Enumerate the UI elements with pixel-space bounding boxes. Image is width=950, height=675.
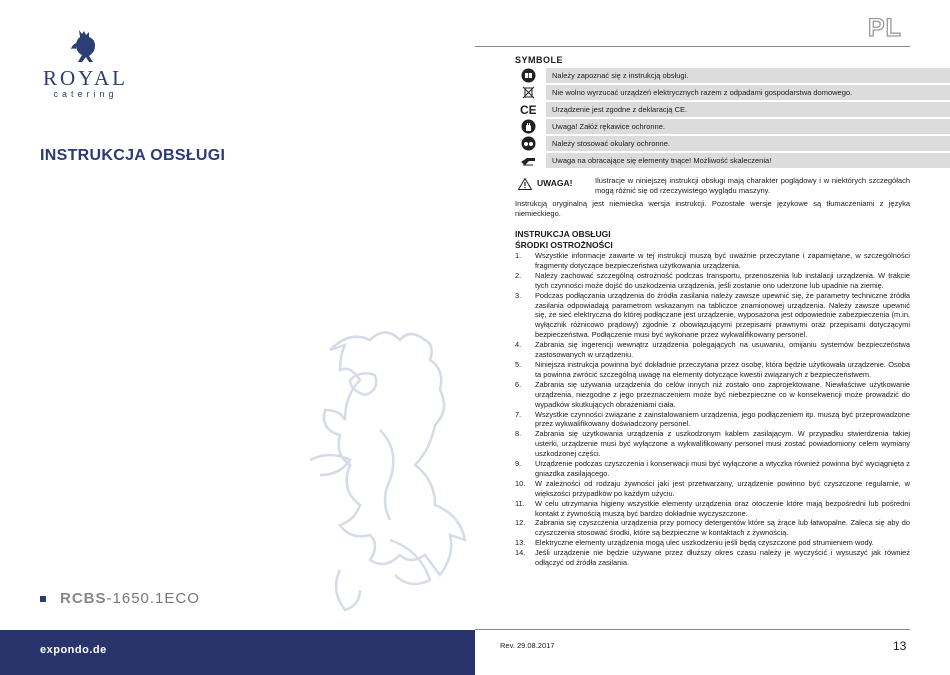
original-language-note: Instrukcją oryginalną jest niemiecka wersja instrukcji. Pozostałe wersje językowe są tłumaczeniami z języka niemieckiego. <box>515 199 910 218</box>
warning-triangle-icon <box>518 178 532 190</box>
ce-mark-icon <box>520 102 536 118</box>
lion-crest-icon <box>69 28 103 64</box>
item-number: 14. <box>515 548 526 558</box>
content-page <box>475 0 950 675</box>
read-manual-icon <box>520 68 536 84</box>
logo-word: ROYAL <box>42 66 128 90</box>
footer-bar <box>0 630 475 675</box>
symbols-title: SYMBOLE <box>515 55 564 65</box>
list-item <box>515 538 910 548</box>
item-number: 6. <box>515 379 522 389</box>
symbol-text: Urządzenie jest zgodne z deklaracją CE. <box>546 102 950 117</box>
item-text: Jeśli urządzenie nie będzie używane przez dłuższy okres czasu należy je wyczyścić i wysuszyć jak również odłączyć od źródła zasilania. <box>535 548 910 568</box>
lion-watermark-icon <box>290 320 490 630</box>
symbol-row-gloves <box>517 119 907 135</box>
bullet-square-icon <box>40 596 46 602</box>
item-number: 10. <box>515 478 526 488</box>
warning-label: UWAGA! <box>537 178 573 188</box>
document-title: INSTRUKCJA OBSŁUGI <box>40 147 226 164</box>
item-text: W celu utrzymania higieny wszystkie elementy urządzenia oraz otoczenie które mają bezpośredni lub pośredni kontakt z żywnością muszą być bardzo dokładnie wyczyszczone. <box>535 498 910 518</box>
symbol-row-manual <box>517 68 907 84</box>
logo-subtitle: catering <box>53 89 118 99</box>
model-suffix: -1650.1ECO <box>106 590 200 607</box>
section-subheading: ŚRODKI OSTROŻNOŚCI <box>515 240 613 250</box>
model-number <box>40 590 200 607</box>
symbol-text: Uwaga na obracające się elementy tnące! Możliwość skaleczenia! <box>546 153 950 168</box>
royal-catering-logo <box>38 28 133 99</box>
footer-url[interactable]: expondo.de <box>40 644 107 656</box>
list-item <box>515 340 910 360</box>
item-number: 13. <box>515 538 526 548</box>
list-item <box>515 360 910 380</box>
item-number: 9. <box>515 459 522 469</box>
warning-block <box>515 176 910 196</box>
list-item <box>515 271 910 291</box>
list-item <box>515 499 910 519</box>
item-text: Elektryczne elementy urządzenia mogą ulec uszkodzeniu jeśli będą czyszczone pod strumieniem wody. <box>535 538 874 548</box>
item-text: Wszystkie czynności związane z zainstalowaniem urządzenia, jego podłączeniem itp. muszą być przeprowadzone przez wykwalifikowany doświadczony personel. <box>535 409 910 429</box>
symbol-row-goggles <box>517 136 907 152</box>
item-text: Urządzenie podczas czyszczenia i konserwacji musi być wyłączone a wtyczka również powinna być wyciągnięta z gniazdka zasilającego. <box>535 459 910 478</box>
item-number: 12. <box>515 518 526 528</box>
list-item <box>515 410 910 430</box>
item-number: 3. <box>515 290 522 300</box>
language-badge <box>868 14 910 42</box>
header-divider <box>475 46 910 47</box>
item-text: Zabrania się użytkowania urządzenia z uszkodzonym kablem zasilającym. W przypadku stwierdzenia takiej usterki, urządzenie musi być wyłączone a wykwalifikowany personel musi zostać powiadomiony celem wymiany uszkodzonej części. <box>535 429 910 459</box>
svg-text:CE: CE <box>520 103 536 117</box>
symbol-row-ce <box>517 102 907 118</box>
footer-divider <box>475 629 910 630</box>
item-text: Podczas podłączania urządzenia do źródła zasilania należy zawsze upewnić się, że parametry techniczne źródła zasilania odpowiadają parametrom wskazanym na tabliczce znamionowej urządzenia. Należy zawsze upewnić się, że sieć elektryczna do której podłączane jest urządzenie, wyposażona jest odpowiednie zabezpieczenia (m.in. wyłącznik różnicowo prądowy) zgodnie z obowiązującymi przepisami prawnymi oraz przepisami dotyczącymi bezpieczeństwa. Podłączenie musi być wykonane przez wykwalifikowany personel. <box>535 290 910 340</box>
item-number: 8. <box>515 429 522 439</box>
item-number: 11. <box>515 498 525 508</box>
page-number: 13 <box>893 639 907 653</box>
item-number: 2. <box>515 270 522 280</box>
symbol-row-disposal <box>517 85 907 101</box>
cut-hazard-icon <box>520 153 536 169</box>
revision-date: Rev. 29.08.2017 <box>500 641 555 650</box>
item-text: Zabrania się ingerencji wewnątrz urządzenia polegających na usuwaniu, omijaniu systemów bezpieczeństwa zastosowanych w urządzeniu. <box>535 340 910 360</box>
model-prefix: RCBS <box>60 590 107 607</box>
list-item <box>515 291 910 341</box>
item-number: 5. <box>515 359 522 369</box>
item-number: 7. <box>515 409 522 419</box>
warning-text: Ilustracje w niniejszej instrukcji obsługi mają charakter poglądowy i w niektórych szczegółach mogą różnić się od rzeczywistego wyglądu maszyny. <box>595 176 910 195</box>
list-item <box>515 380 910 410</box>
item-text: Zabrania się używania urządzenia do celów innych niż zostało ono zaprojektowane. Niewłaściwe użytkowanie urządzenia, niezgodne z jego przeznaczeniem może być niebezpieczne co w konsekwencji może prowadzić do wypadków skutkujących obrażeniami ciała. <box>535 379 910 409</box>
symbol-row-cut <box>517 153 907 169</box>
symbol-text: Nie wolno wyrzucać urządzeń elektrycznych razem z odpadami gospodarstwa domowego. <box>546 85 950 100</box>
symbol-text: Należy stosować okulary ochronne. <box>546 136 950 151</box>
item-text: Zabrania się czyszczenia urządzenia przy pomocy detergentów które są żrące lub łatwopalne. Zaleca się aby do czyszczenia stosować środki, które są bezpieczne w kontaktach z żywnością. <box>535 518 910 538</box>
gloves-icon <box>520 119 536 135</box>
safety-list <box>515 251 910 568</box>
item-text: Należy zachować szczególną ostrożność podczas transportu, przenoszenia lub instalacji urządzenia. W trakcie tych czynności może dojść do uszkodzenia urządzenia, jeśli zostanie ono uderzone lub upadnie na ziemię. <box>535 270 910 290</box>
list-item <box>515 459 910 479</box>
section-heading: INSTRUKCJA OBSŁUGI <box>515 229 611 239</box>
list-item <box>515 429 910 459</box>
list-item <box>515 518 910 538</box>
list-item <box>515 251 910 271</box>
item-number: 4. <box>515 340 522 350</box>
symbol-text: Należy zapoznać się z instrukcją obsługi. <box>546 68 950 83</box>
item-text: Wszystkie informacje zawarte w tej instrukcji muszą być uważnie przeczytane i zapamiętane, w szczególności fragmenty dotyczące bezpieczeństwa użytkowania urządzenia. <box>535 251 910 270</box>
language-code: PL <box>868 14 902 42</box>
symbol-text: Uwaga! Załóż rękawice ochronne. <box>546 119 950 134</box>
item-text: W zależności od rodzaju żywności jaki jest przetwarzany, urządzenie powinno być czyszczone regularnie, w większości przypadków po każdym użyciu. <box>535 478 910 498</box>
item-text: Niniejsza instrukcja powinna być dokładnie przeczytana przez osobę, która będzie użytkowała urządzenie. Osoba ta powinna zwrócić szczególną uwagę na elementy dotyczące kwestii związanych z bezpieczeństwem. <box>535 359 910 379</box>
goggles-icon <box>520 136 536 152</box>
list-item <box>515 548 910 568</box>
crossed-bin-icon <box>520 85 536 101</box>
item-number: 1. <box>515 251 522 260</box>
list-item <box>515 479 910 499</box>
